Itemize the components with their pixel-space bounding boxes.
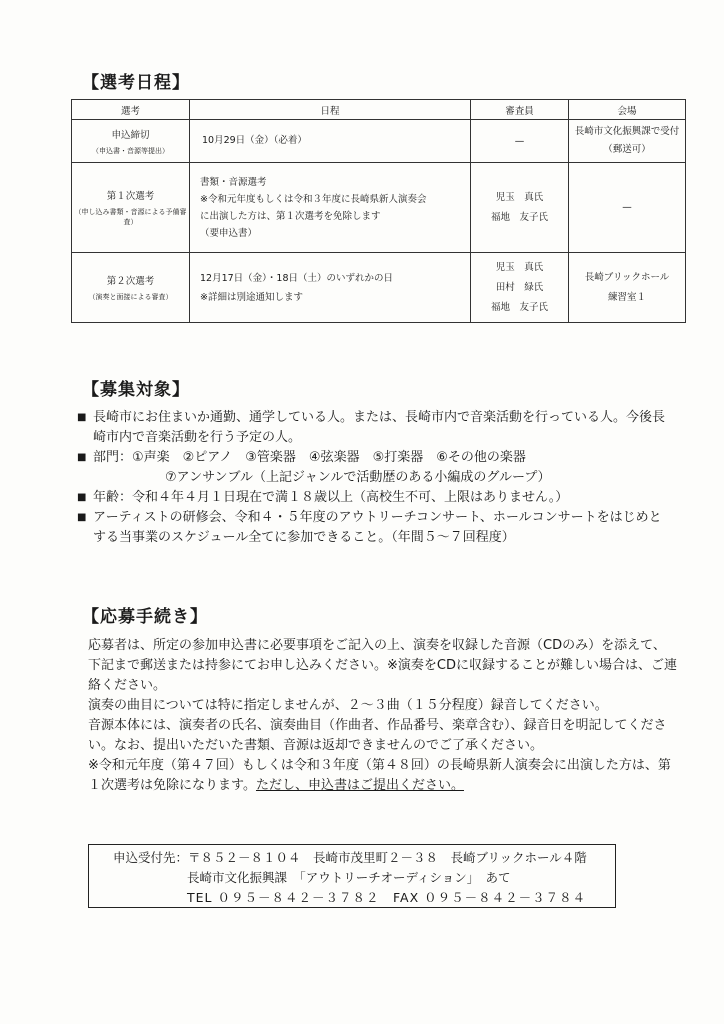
underlined-note: ただし、申込書はご提出ください。 (255, 778, 464, 793)
apply-line (88, 776, 698, 796)
apply-line: 音源本体には、演奏者の氏名、演奏曲目（作曲者、作品番号、楽章含む）、録音日を明記してくださ (88, 718, 667, 733)
header-judges: 審査員 (471, 100, 569, 120)
date-cell (190, 163, 471, 253)
table-header-row (72, 100, 686, 120)
judge-name: 児玉 真氏 (495, 191, 544, 203)
venue-line: 長崎ブリックホール (584, 271, 670, 283)
date-line: に出演した方は、第１次選考を免除します (200, 210, 381, 222)
judge-name: 福地 友子氏 (490, 211, 548, 223)
date-line: 書類・音源選考 (200, 176, 267, 188)
apply-line: 絡ください。 (88, 678, 167, 693)
bullet-icon: ■ (77, 512, 87, 523)
header-date: 日程 (190, 100, 471, 120)
contact-department: 長崎市文化振興課 「アウトリーチオーディション」 あて (187, 870, 511, 885)
judges-cell (471, 253, 569, 323)
judges-cell: — (471, 120, 569, 163)
judge-name: 福地 友子氏 (490, 301, 548, 313)
contact-phone-fax: TEL ０９５－８４２－３７８２ FAX ０９５－８４２－３７８４ (187, 890, 587, 905)
list-line: ⑦アンサンブル（上記ジャンルで活動歴のある小編成のグループ） (165, 470, 551, 485)
header-stage: 選考 (72, 100, 190, 120)
venue-cell (569, 120, 686, 163)
stage-cell (72, 163, 190, 253)
date-cell: 10月29日（金）（必着） (190, 120, 471, 163)
schedule-table (71, 99, 686, 323)
list-item (77, 448, 697, 488)
venue-line: （郵送可） (603, 144, 651, 155)
target-list (77, 408, 697, 548)
table-row (72, 163, 686, 253)
list-item (77, 408, 697, 448)
apply-line: 下記まで郵送または持参にてお申し込みください。※演奏をCDに収録することが難しい場合は、ご連 (88, 658, 677, 673)
header-venue: 会場 (569, 100, 686, 120)
date-cell (190, 253, 471, 323)
table-row (72, 120, 686, 163)
apply-body (88, 636, 698, 796)
stage-label: 第１次選考 (106, 191, 155, 202)
apply-line: 応募者は、所定の参加申込書に必要事項をご記入の上、演奏を収録した音源（CDのみ）を添えて、 (88, 638, 666, 653)
stage-cell (72, 253, 190, 323)
list-item (77, 508, 697, 548)
list-item (77, 488, 697, 508)
list-line: 長崎市にお住まいか通勤、通学している人。または、長崎市内で音楽活動を行っている人。今後長 (93, 410, 666, 425)
stage-label: 第２次選考 (106, 276, 155, 287)
apply-heading: 【応募手続き】 (82, 607, 208, 627)
stage-label: 申込締切 (111, 129, 150, 141)
date-line: （要申込書） (200, 227, 258, 239)
judge-name: 児玉 真氏 (495, 261, 544, 273)
stage-cell (72, 120, 190, 163)
schedule-heading: 【選考日程】 (82, 73, 190, 93)
apply-line: ※令和元年度（第４７回）もしくは令和３年度（第４８回）の長崎県新人演奏会に出演した方は、第 (88, 758, 671, 773)
venue-line: 練習室１ (607, 291, 646, 303)
stage-note: （演奏と面接による審査） (88, 293, 173, 301)
list-line: 年齢：令和４年４月１日現在で満１８歳以上（高校生不可、上限はありません。） (93, 490, 569, 505)
venue-cell: — (569, 163, 686, 253)
venue-cell (569, 253, 686, 323)
target-heading: 【募集対象】 (82, 380, 190, 400)
venue-line: 長崎市文化振興課で受付 (574, 126, 680, 137)
apply-line-text: １次選考は免除になります。 (88, 778, 256, 793)
list-line: 崎市内で音楽活動を行う予定の人。 (93, 430, 302, 445)
contact-box (88, 844, 616, 908)
list-line: アーティストの研修会、令和４・５年度のアウトリーチコンサート、ホールコンサートをはじめと (93, 510, 662, 525)
date-line: ※令和元年度もしくは令和３年度に長崎県新人演奏会 (200, 193, 427, 205)
bullet-icon: ■ (77, 492, 87, 503)
bullet-icon: ■ (77, 452, 87, 463)
judge-name: 田村 緑氏 (495, 281, 544, 293)
date-line: 12月17日（金）・18日（土）のいずれかの日 (200, 272, 394, 284)
table-row (72, 253, 686, 323)
judges-cell (471, 163, 569, 253)
date-line: ※詳細は別途通知します (200, 291, 303, 303)
apply-line: 演奏の曲目については特に指定しませんが、２～３曲（１５分程度）録音してください。 (88, 698, 608, 713)
apply-line: い。なお、提出いただいた書類、音源は返却できませんのでご了承ください。 (88, 738, 544, 753)
contact-address: 申込受付先：〒８５２－８１０４ 長崎市茂里町２－３８ 長崎ブリックホール４階 (113, 850, 587, 865)
list-line: 部門：①声楽 ②ピアノ ③管楽器 ④弦楽器 ⑤打楽器 ⑥その他の楽器 (93, 450, 526, 465)
stage-note: （申し込み書類・音源による予備審査） (74, 208, 187, 226)
bullet-icon: ■ (77, 412, 87, 423)
stage-note: （申込書・音源等提出） (92, 146, 169, 155)
list-line: する当事業のスケジュール全てに参加できること。（年間５～７回程度） (93, 530, 515, 545)
